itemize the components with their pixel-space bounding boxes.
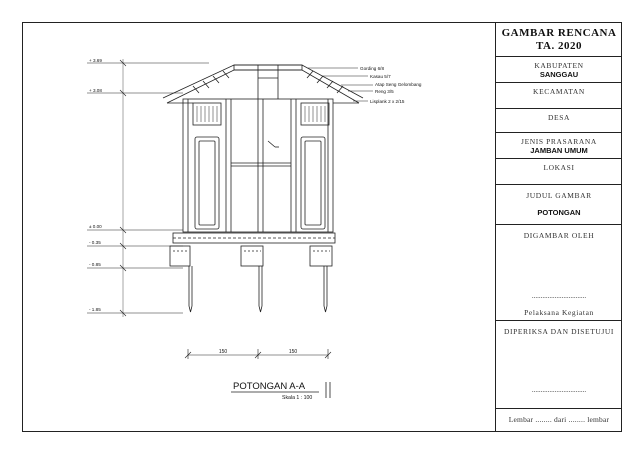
tb-judul-cell [496,185,622,225]
section-title: POTONGAN A-A [233,381,306,392]
tb-desa-cell [496,109,622,133]
diperiksa-signature-line: ............................... [531,386,587,394]
title-line-1: GAMBAR RENCANA [501,27,617,39]
section-drawing [23,23,495,431]
kabupaten-label: KABUPATEN [534,61,584,70]
title-block [495,23,621,431]
kabupaten-value: SANGGAU [539,70,579,79]
kecamatan-label: KECAMATAN [533,87,585,96]
desa-label: DESA [548,113,570,122]
level-label: - 1.85 [89,307,101,312]
jenis-prasarana-label: JENIS PRASARANA [521,137,597,146]
level-label: - 0.35 [89,240,101,245]
jenis-prasarana-value: JAMBAN UMUM [530,146,588,155]
level-label: ± 0.00 [89,224,102,229]
judul-gambar-value: POTONGAN [537,208,581,217]
tb-jenis-cell [496,133,622,159]
digambar-signature-line: ............................... [531,292,587,300]
lokasi-label: LOKASI [543,163,575,172]
tb-lokasi-cell [496,159,622,185]
callout-label: Gording 6/8 [360,66,385,71]
roof [163,65,363,103]
tb-kecamatan-cell [496,83,622,109]
tb-lembar-cell [496,409,622,431]
digambar-oleh-label: DIGAMBAR OLEH [523,231,595,240]
callout-label: Kasau 5/7 [370,74,391,79]
foundations [170,246,332,312]
lembar-text: Lembar ........ dari ........ lembar [508,415,610,424]
section-scale: Skala 1 : 100 [282,395,313,401]
diperiksa-label: DIPERIKSA DAN DISETUJUI [503,327,615,336]
level-label: + 3.08 [89,88,102,93]
callout-label: Lisplank 2 x 2/15 [370,99,405,104]
tb-title-cell [496,23,622,57]
dimension-line [185,349,331,359]
callout-label: Reng 3/5 [375,89,394,94]
judul-gambar-label: JUDUL GAMBAR [526,191,592,200]
level-label: - 0.85 [89,262,101,267]
dimension-label: 150 [218,349,228,355]
tb-digambar-cell [496,225,622,321]
title-line-2: TA. 2020 [536,40,582,52]
dimension-label: 150 [288,349,298,355]
level-lines [87,59,209,317]
tb-kabupaten-cell [496,57,622,83]
tb-diperiksa-cell [496,321,622,409]
level-label: + 3.69 [89,58,102,63]
callout-label: Atap Seng Gelombang [375,82,422,87]
pelaksana-kegiatan-label: Pelaksana Kegiatan [524,308,594,317]
floor-slab [173,233,335,243]
wall-frame [183,99,333,232]
callout-leaders [308,68,373,101]
